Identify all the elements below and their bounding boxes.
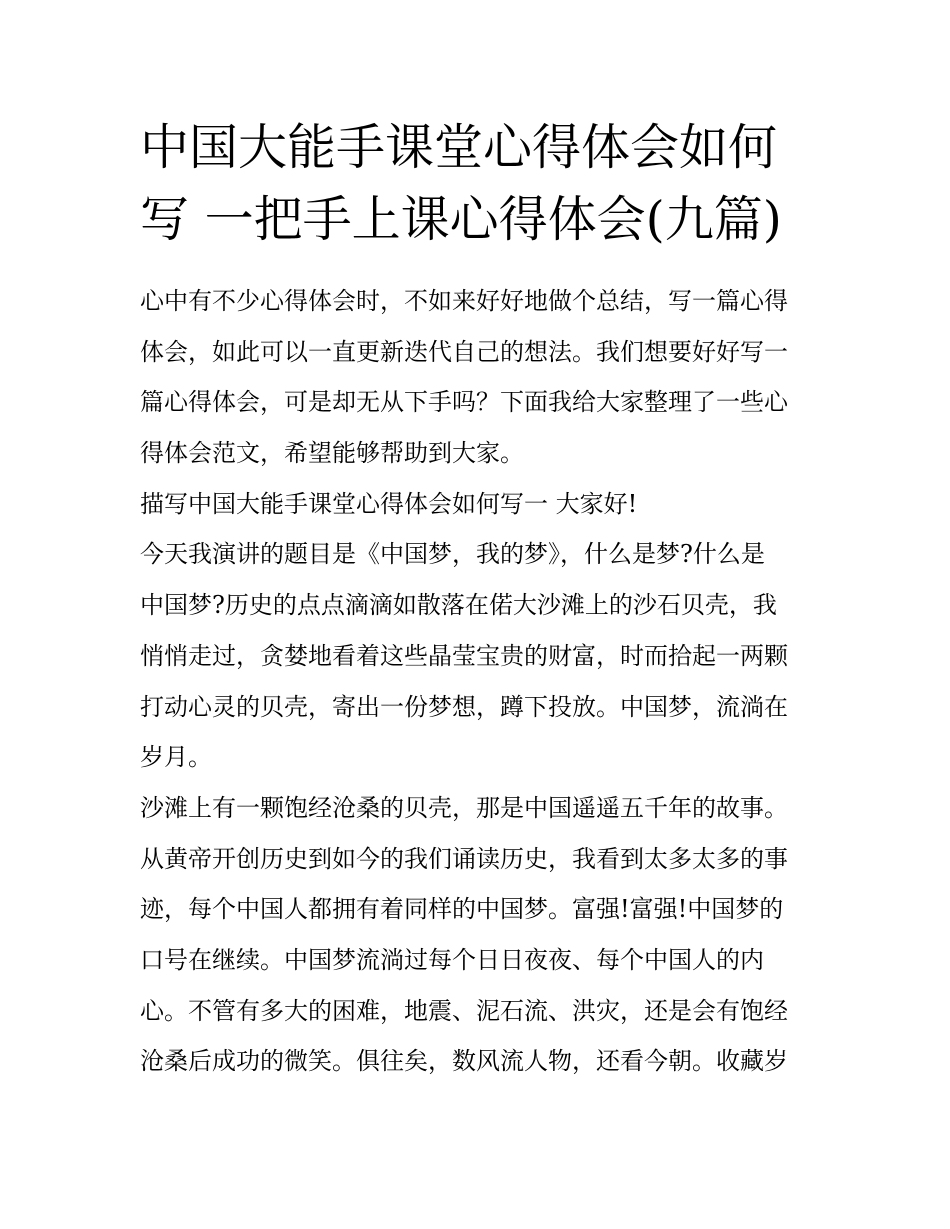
body-line: 沙滩上有一颗饱经沧桑的贝壳，那是中国遥遥五千年的故事。 xyxy=(140,793,788,822)
body-line: 沧桑后成功的微笑。俱往矣，数风流人物，还看今朝。收藏岁 xyxy=(140,1047,788,1076)
body-line: 悄悄走过，贪婪地看着这些晶莹宝贵的财富，时而拾起一两颗 xyxy=(140,641,788,670)
title-line: 写 一把手上课心得体会(九篇) xyxy=(140,191,782,248)
body-line: 得体会范文，希望能够帮助到大家。 xyxy=(140,439,524,468)
body-line: 打动心灵的贝壳，寄出一份梦想，蹲下投放。中国梦，流淌在 xyxy=(140,692,788,721)
body-line: 口号在继续。中国梦流淌过每个日日夜夜、每个中国人的内 xyxy=(140,945,764,974)
title-line: 中国大能手课堂心得体会如何 xyxy=(140,119,778,176)
body-line: 体会，如此可以一直更新迭代自己的想法。我们想要好好写一 xyxy=(140,337,788,366)
body-line: 篇心得体会，可是却无从下手吗？下面我给大家整理了一些心 xyxy=(140,388,788,417)
document-body xyxy=(140,276,820,1087)
body-line: 今天我演讲的题目是《中国梦，我的梦》，什么是梦?什么是 xyxy=(140,540,765,569)
body-line: 心中有不少心得体会时，不如来好好地做个总结，写一篇心得 xyxy=(140,287,788,315)
body-line: 中国梦?历史的点点滴滴如散落在偌大沙滩上的沙石贝壳，我 xyxy=(140,591,777,620)
body-line: 描写中国大能手课堂心得体会如何写一 大家好! xyxy=(140,489,638,518)
body-line: 心。不管有多大的困难，地震、泥石流、洪灾，还是会有饱经 xyxy=(140,996,788,1025)
body-line: 从黄帝开创历史到如今的我们诵读历史，我看到太多太多的事 xyxy=(140,844,788,873)
document-title xyxy=(140,112,820,256)
body-line: 岁月。 xyxy=(140,743,212,772)
body-line: 迹，每个中国人都拥有着同样的中国梦。富强!富强!中国梦的 xyxy=(140,895,784,924)
